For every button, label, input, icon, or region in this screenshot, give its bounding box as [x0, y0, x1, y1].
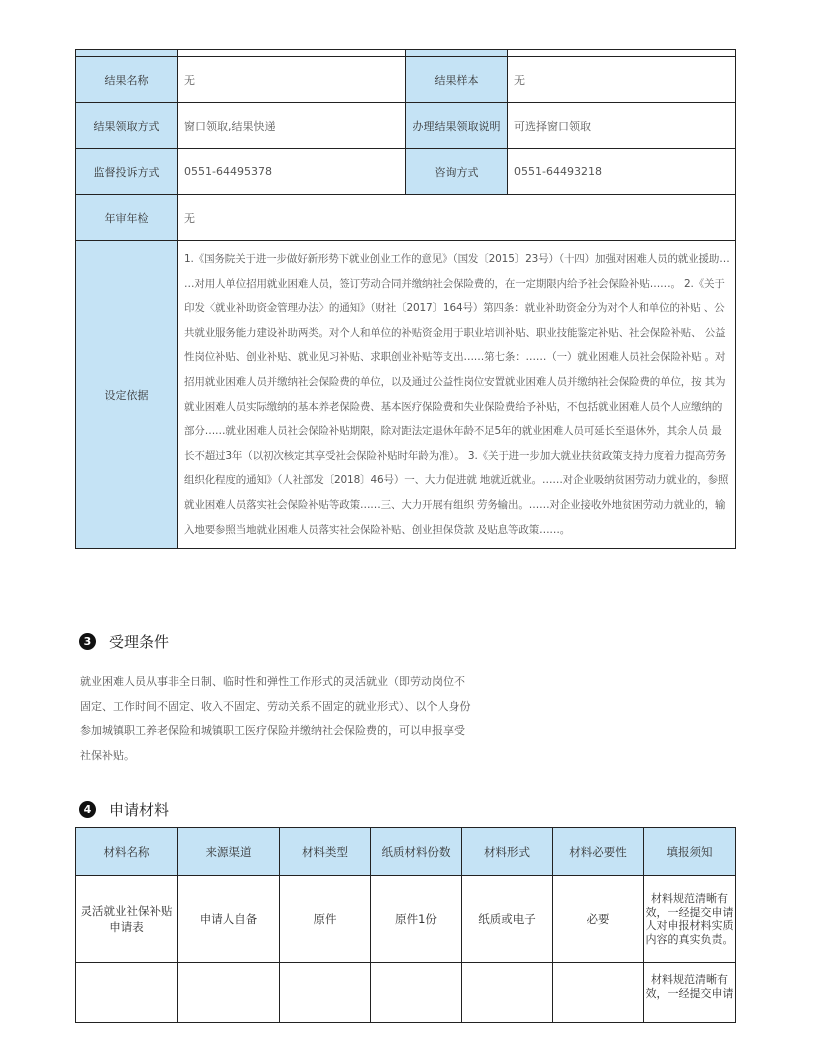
column-header: 材料名称: [76, 828, 178, 876]
material-type: [280, 963, 371, 1023]
material-necessity: [553, 963, 644, 1023]
cell-cutoff: [178, 50, 406, 57]
section-header-conditions: [79, 631, 169, 652]
material-name: [76, 963, 178, 1023]
section-header-materials: [79, 799, 169, 820]
table-header-row: [76, 828, 736, 876]
pickup-label: 结果领取方式: [76, 103, 178, 149]
column-header: 来源渠道: [178, 828, 280, 876]
material-notes: 材料规范清晰有效，一经提交申请人对申报材料实质内容的真实负责。: [644, 876, 736, 963]
basis-value: 1.《国务院关于进一步做好新形势下就业创业工作的意见》（国发〔2015〕23号）（十四）加强对困难人员的就业援助… …对用人单位招用就业困难人员，签订劳动合同并缴纳社会保险费的，在一定期限内给予社会保险补贴……。 2.《关于印发〈就业补助资金管理办法〉的通知》（财社〔2017〕164号）第四条：就业补助资金分为对个人和单位的补贴 、公共就业服务能力建设补助两类。对个人和单位的补贴资金用于职业培训补贴、职业技能鉴定补贴、社会保险补贴、 公益性岗位补贴、创业补贴、就业见习补贴、求职创业补贴等支出……第七条：……（一）就业困难人员社会保险补贴 。对招用就业困难人员并缴纳社会保险费的单位，以及通过公益性岗位安置就业困难人员并缴纳社会保险费的单位，按 其为就业困难人员实际缴纳的基本养老保险费、基本医疗保险费和失业保险费给予补贴，不包括就业困难人员个人应缴纳的部分……就业困难人员社会保险补贴期限，除对距法定退休年龄不足5年的就业困难人员可延长至退休外，其余人员 最长不超过3年（以初次核定其享受社会保险补贴时年龄为准）。 3.《关于进一步加大就业扶贫政策支持力度着力提高劳务组织化程度的通知》（人社部发〔2018〕46号）一、大力促进就 地就近就业。……对企业吸纳贫困劳动力就业的，参照就业困难人员落实社会保险补贴等政策……三、大力开展有组织 劳务输出。……对企业接收外地贫困劳动力就业的，输入地要参照当地就业困难人员落实社会保险补贴、创业担保贷款 及贴息等政策……。: [178, 241, 736, 549]
complaint-value: 0551-64495378: [178, 149, 406, 195]
section-title: 受理条件: [109, 633, 170, 651]
pickup-desc-label: 办理结果领取说明: [406, 103, 508, 149]
table-row: [76, 57, 736, 103]
annual-label: 年审年检: [76, 195, 178, 241]
result-name-label: 结果名称: [76, 57, 178, 103]
basis-label: 设定依据: [76, 241, 178, 549]
consult-label: 咨询方式: [406, 149, 508, 195]
result-sample-label: 结果样本: [406, 57, 508, 103]
material-source: 申请人自备: [178, 876, 280, 963]
table-row: [76, 50, 736, 57]
table-row: [76, 103, 736, 149]
cell-cutoff: [406, 50, 508, 57]
table-row: [76, 149, 736, 195]
annual-value: 无: [178, 195, 736, 241]
column-header: 填报须知: [644, 828, 736, 876]
materials-table: [75, 827, 736, 1023]
column-header: 纸质材料份数: [371, 828, 462, 876]
result-name-value: 无: [178, 57, 406, 103]
material-copies: 原件1份: [371, 876, 462, 963]
pickup-value: 窗口领取,结果快递: [178, 103, 406, 149]
material-type: 原件: [280, 876, 371, 963]
table-row: [76, 876, 736, 963]
material-copies: [371, 963, 462, 1023]
pickup-desc-value: 可选择窗口领取: [508, 103, 736, 149]
material-notes: 材料规范清晰有效，一经提交申请: [644, 963, 736, 1023]
material-name: 灵活就业社保补贴申请表: [76, 876, 178, 963]
section-number-badge: 3: [79, 633, 96, 650]
table-row: [76, 963, 736, 1023]
conditions-text: 就业困难人员从事非全日制、临时性和弹性工作形式的灵活就业（即劳动岗位不固定、工作时间不固定、收入不固定、劳动关系不固定的就业形式）、以个人身份参加城镇职工养老保险和城镇职工医疗保险并缴纳社会保险费的，可以申报享受社保补贴。: [80, 675, 471, 762]
table-row: [76, 241, 736, 549]
info-table: [75, 49, 736, 549]
section-number-badge: 4: [79, 801, 96, 818]
result-sample-value: 无: [508, 57, 736, 103]
column-header: 材料必要性: [553, 828, 644, 876]
material-necessity: 必要: [553, 876, 644, 963]
column-header: 材料类型: [280, 828, 371, 876]
complaint-label: 监督投诉方式: [76, 149, 178, 195]
material-form: [462, 963, 553, 1023]
cell-cutoff: [508, 50, 736, 57]
material-source: [178, 963, 280, 1023]
consult-value: 0551-64493218: [508, 149, 736, 195]
cell-cutoff: [76, 50, 178, 57]
material-form: 纸质或电子: [462, 876, 553, 963]
section-title: 申请材料: [109, 801, 170, 819]
table-row: [76, 195, 736, 241]
column-header: 材料形式: [462, 828, 553, 876]
